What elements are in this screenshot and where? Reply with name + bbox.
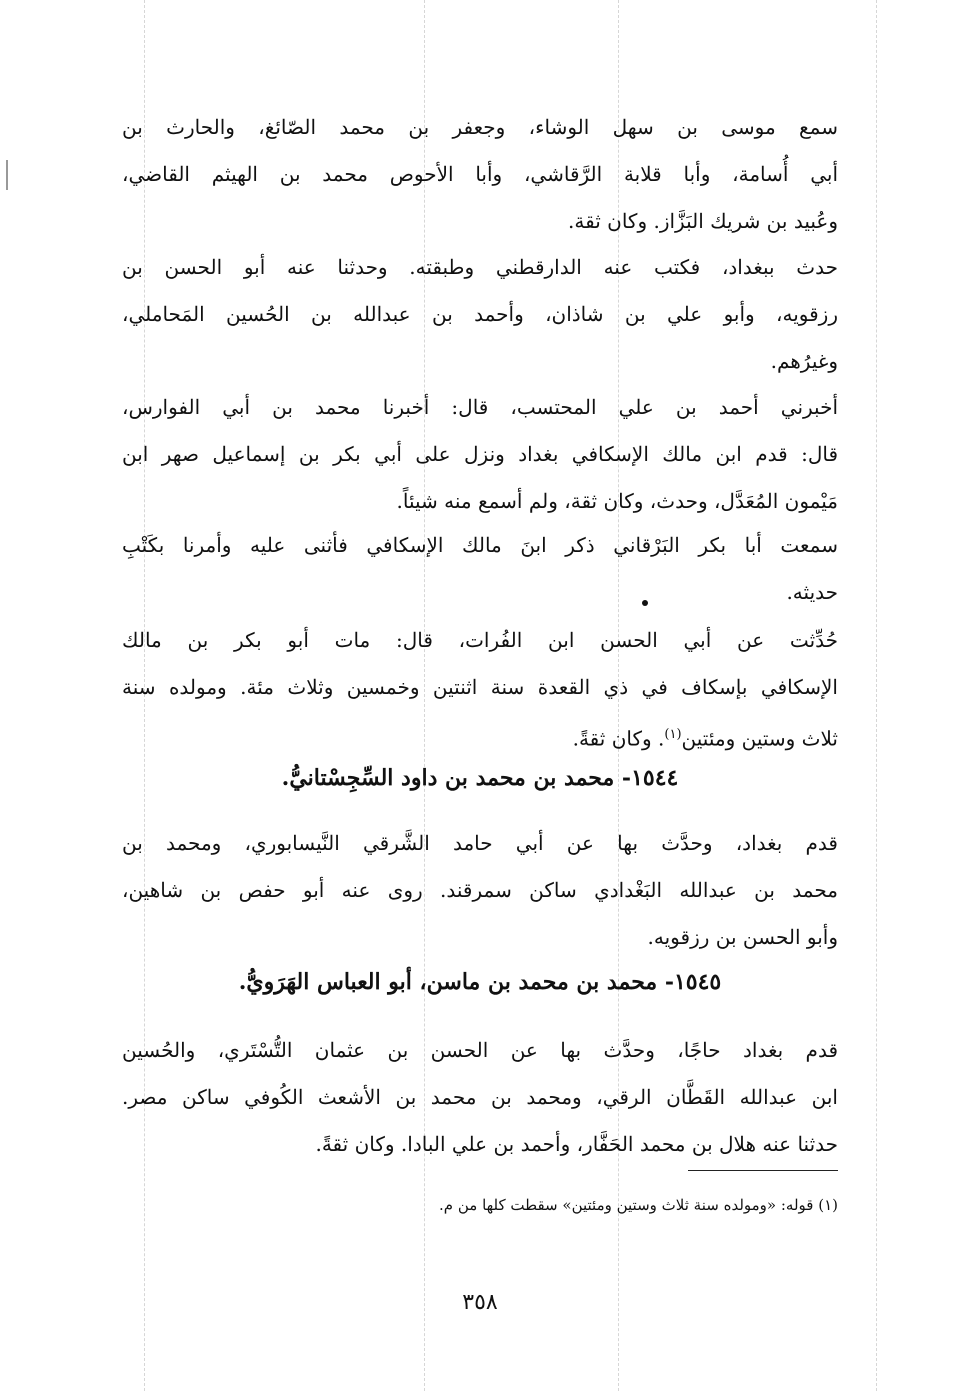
footnote: (١) قوله: «ومولده سنة ثلاث وستين ومئتين» سقطت كلها من م. bbox=[439, 1196, 838, 1214]
paragraph-1 bbox=[122, 104, 838, 245]
document-page bbox=[122, 0, 838, 1391]
text-line: قدم بغداد، وحدَّث بها عن أبي حامد الشَّرقي النَّيسابوري، ومحمد بن bbox=[122, 831, 838, 855]
text-line: الإسكافي بإسكاف في ذي القعدة سنة اثنتين وخمسين وثلاث مئة. ومولده سنة bbox=[122, 675, 838, 699]
ink-dot bbox=[642, 600, 648, 606]
paragraph-2 bbox=[122, 244, 838, 385]
footnote-divider bbox=[688, 1170, 838, 1171]
entry-1545-body bbox=[122, 1027, 838, 1168]
scan-guide-line bbox=[876, 0, 877, 1391]
entry-heading-1544: ١٥٤٤- محمد بن محمد بن داود السِّجِسْتانيُّ. bbox=[281, 765, 679, 791]
scan-edge-mark bbox=[6, 160, 8, 190]
text-line: رزقويه، وأبو علي بن شاذان، وأحمد بن عبدالله بن الحُسين المَحاملي، bbox=[122, 302, 838, 326]
entry-heading-1545: ١٥٤٥- محمد بن محمد بن ماسن، أبو العباس الهَرَويُّ. bbox=[238, 969, 722, 995]
text-fragment: ثلاث وستين ومئتين bbox=[681, 726, 838, 751]
text-line: أخبرني أحمد بن علي المحتسب، قال: أخبرنا محمد بن أبي الفوارس، bbox=[122, 395, 838, 419]
page-number: ٣٥٨ bbox=[462, 1290, 498, 1315]
paragraph-3 bbox=[122, 384, 838, 525]
text-line: وغيرُهم. bbox=[770, 349, 838, 373]
text-line: حدثنا عنه هلال بن محمد الحَفَّار، وأحمد بن علي البادا. وكان ثقةً. bbox=[315, 1132, 838, 1156]
text-line: أبي أُسامة، وأبا قلابة الرَّقاشي، وأبا الأحوص محمد بن الهيثم القاضي، bbox=[122, 162, 838, 186]
text-line: حُدِّثت عن أبي الحسن ابن الفُرات، قال: مات أبو بكر بن مالك bbox=[122, 628, 838, 652]
text-line: حديثه. bbox=[786, 580, 838, 604]
footnote-reference[interactable]: (١) bbox=[664, 727, 682, 742]
text-line: سمع موسى بن سهل الوشاء، وجعفر بن محمد الصّائغ، والحارث بن bbox=[122, 115, 838, 139]
text-fragment: . وكان ثقةً. bbox=[572, 726, 665, 751]
text-line: ابن عبدالله القَطَّان الرقي، ومحمد بن محمد بن الأشعث الكُوفي ساكن مصر. bbox=[122, 1085, 838, 1109]
entry-1544-body bbox=[122, 820, 838, 961]
paragraph-5 bbox=[122, 617, 838, 763]
text-line: وأبو الحسن بن رزقويه. bbox=[647, 925, 838, 949]
text-line: قدم بغداد حاجًا، وحدَّث بها عن الحسن بن عثمان التُّسْتَري، والحُسين bbox=[122, 1038, 838, 1062]
text-line: وعُبيد بن شريك البَزَّاز. وكان ثقة. bbox=[568, 209, 838, 233]
text-line: محمد بن عبدالله البَغْدادي ساكن سمرقند. روى عنه أبو حفص بن شاهين، bbox=[122, 878, 838, 902]
text-line: حدث ببغداد، فكتب عنه الدارقطني وطبقته. وحدثنا عنه أبو الحسن بن bbox=[122, 255, 838, 279]
text-line: قال: قدم ابن مالك الإسكافي بغداد ونزل على أبي بكر بن إسماعيل صهر ابن bbox=[122, 442, 838, 466]
text-line bbox=[122, 711, 838, 763]
paragraph-4 bbox=[122, 522, 838, 616]
text-line: سمعت أبا بكر البَرْقاني ذكر ابنَ مالك الإسكافي فأثنى عليه وأمرنا بكَتْبِ bbox=[122, 533, 838, 557]
text-line: مَيْمون المُعَدَّل، وحدث، وكان ثقة، ولم أسمع منه شيئاً. bbox=[396, 489, 838, 513]
